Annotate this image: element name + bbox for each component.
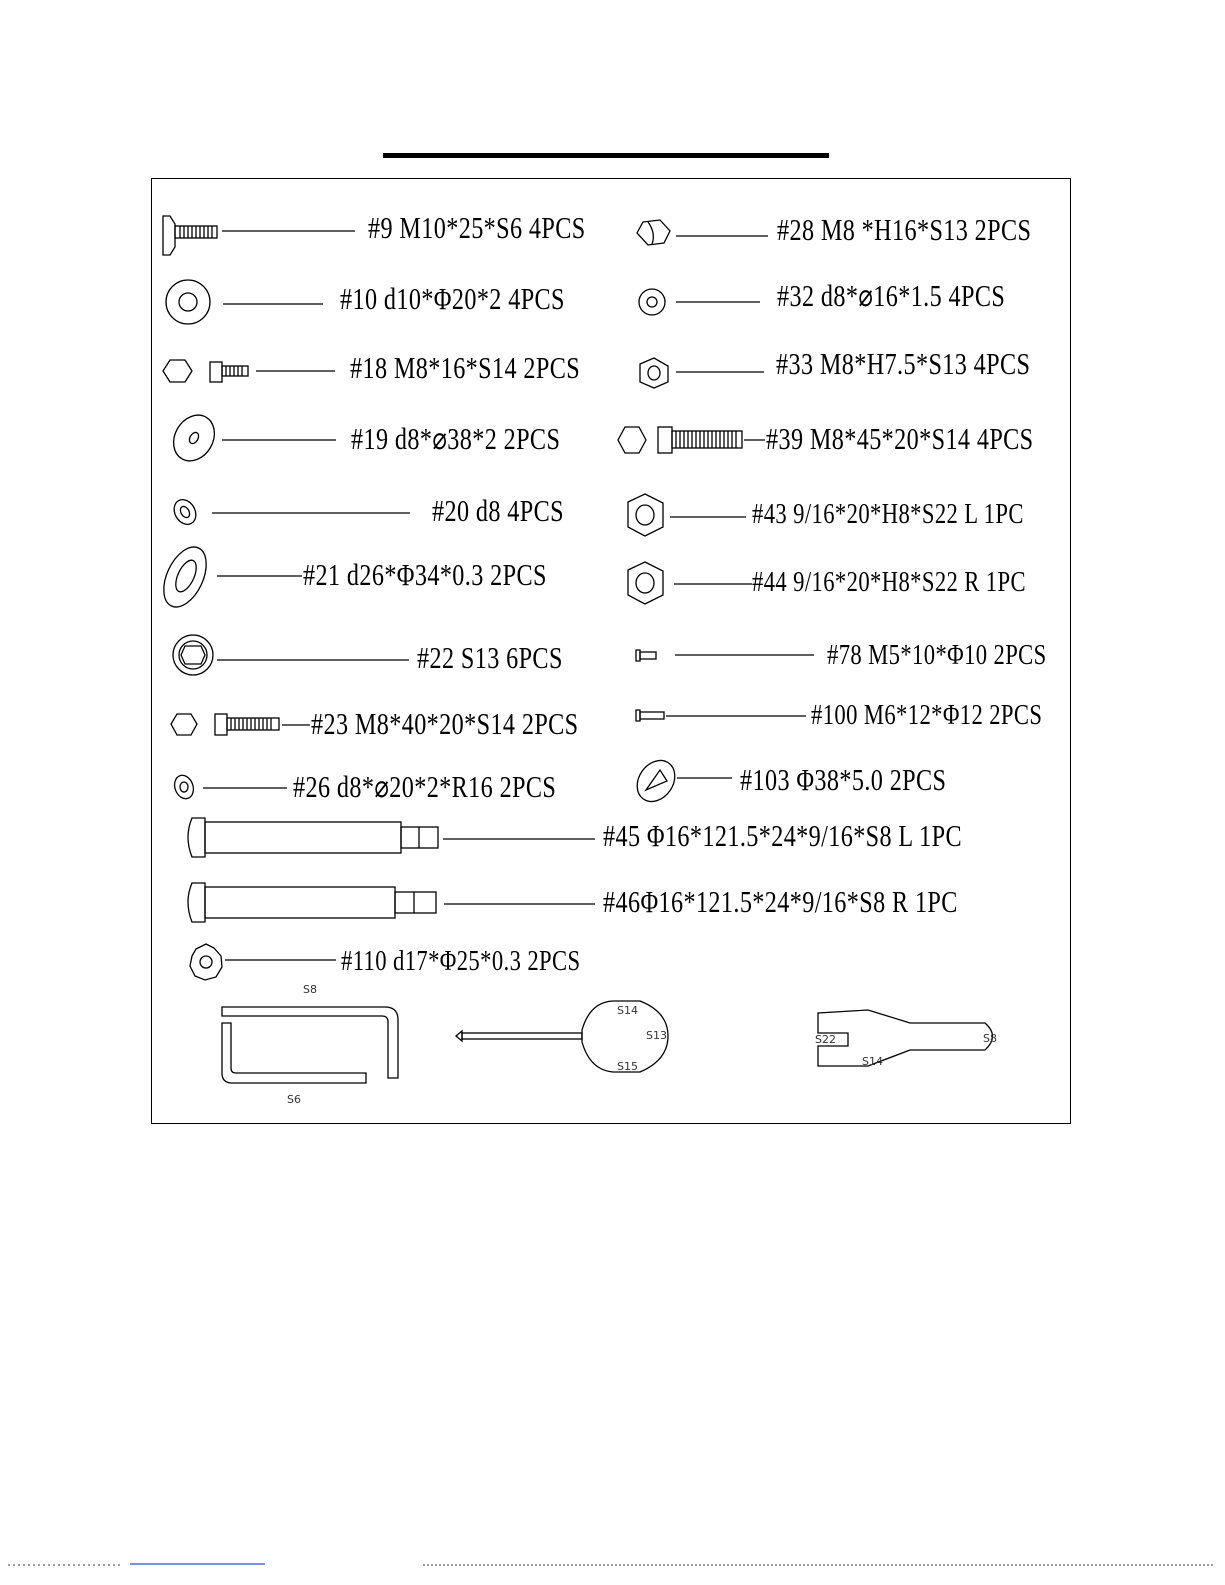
part-43-label: #43 9/16*20*H8*S22 L 1PC: [752, 498, 1024, 530]
wrench-s22-label: S22: [815, 1033, 836, 1046]
part-32-label: #32 d8*⌀16*1.5 4PCS: [777, 278, 1006, 313]
washer-19-icon: [166, 408, 223, 469]
part-23-label: #23 M8*40*20*S14 2PCS: [311, 706, 579, 741]
allen-key-s8-label: S8: [303, 983, 317, 996]
wrench-s14-label: S14: [862, 1055, 883, 1068]
spring-washer-20-icon: [170, 496, 200, 529]
part-39-label: #39 M8*45*20*S14 4PCS: [766, 421, 1034, 456]
washer-10-icon: [166, 280, 210, 324]
open-wrench-icon: [818, 1010, 993, 1066]
axle-46-icon: [188, 883, 436, 922]
nut-44-icon: [628, 562, 663, 604]
bolt-23-icon: [171, 714, 279, 735]
part-110-label: #110 d17*Φ25*0.3 2PCS: [341, 945, 581, 977]
bolt-9-icon: [163, 216, 217, 255]
part-78-label: #78 M5*10*Φ10 2PCS: [827, 639, 1047, 671]
curved-washer-26-icon: [171, 773, 196, 802]
multi-tool-s15-label: S15: [617, 1060, 638, 1073]
bolt-18-icon: [163, 360, 248, 382]
part-20-label: #20 d8 4PCS: [432, 493, 564, 528]
part-10-label: #10 d10*Φ20*2 4PCS: [340, 281, 565, 316]
part-28-label: #28 M8 *H16*S13 2PCS: [777, 212, 1032, 247]
allen-key-s8-icon: [222, 1007, 398, 1078]
part-19-label: #19 d8*⌀38*2 2PCS: [351, 421, 561, 456]
nut-33-icon: [640, 358, 668, 388]
cap-nut-28-icon: [637, 220, 670, 245]
part-33-label: #33 M8*H7.5*S13 4PCS: [776, 346, 1031, 381]
lock-washer-110-icon: [190, 944, 222, 980]
part-100-label: #100 M6*12*Φ12 2PCS: [811, 699, 1043, 731]
part-45-label: #45 Φ16*121.5*24*9/16*S8 L 1PC: [603, 818, 962, 853]
nut-22-icon: [173, 635, 213, 675]
part-26-label: #26 d8*⌀20*2*R16 2PCS: [293, 769, 557, 804]
allen-key-s6-label: S6: [287, 1093, 301, 1106]
multi-tool-s14-label: S14: [617, 1004, 638, 1017]
bolt-39-icon: [618, 427, 742, 453]
disc-103-icon: [629, 753, 682, 809]
part-18-label: #18 M8*16*S14 2PCS: [350, 350, 581, 385]
multi-tool-s13-label: S13: [646, 1029, 667, 1042]
part-9-label: #9 M10*25*S6 4PCS: [368, 210, 586, 245]
wrench-s8-label: S8: [983, 1032, 997, 1045]
allen-key-s6-icon: [222, 1023, 366, 1083]
washer-32-icon: [639, 289, 665, 315]
part-103-label: #103 Φ38*5.0 2PCS: [740, 762, 947, 797]
part-44-label: #44 9/16*20*H8*S22 R 1PC: [752, 566, 1026, 598]
part-21-label: #21 d26*Φ34*0.3 2PCS: [303, 557, 547, 592]
screw-100-icon: [636, 710, 664, 721]
part-46-label: #46Φ16*121.5*24*9/16*S8 R 1PC: [603, 884, 958, 919]
axle-45-icon: [188, 818, 438, 857]
part-22-label: #22 S13 6PCS: [417, 640, 563, 675]
washer-21-icon: [155, 540, 215, 613]
nut-43-icon: [628, 494, 663, 536]
screw-78-icon: [636, 650, 656, 661]
